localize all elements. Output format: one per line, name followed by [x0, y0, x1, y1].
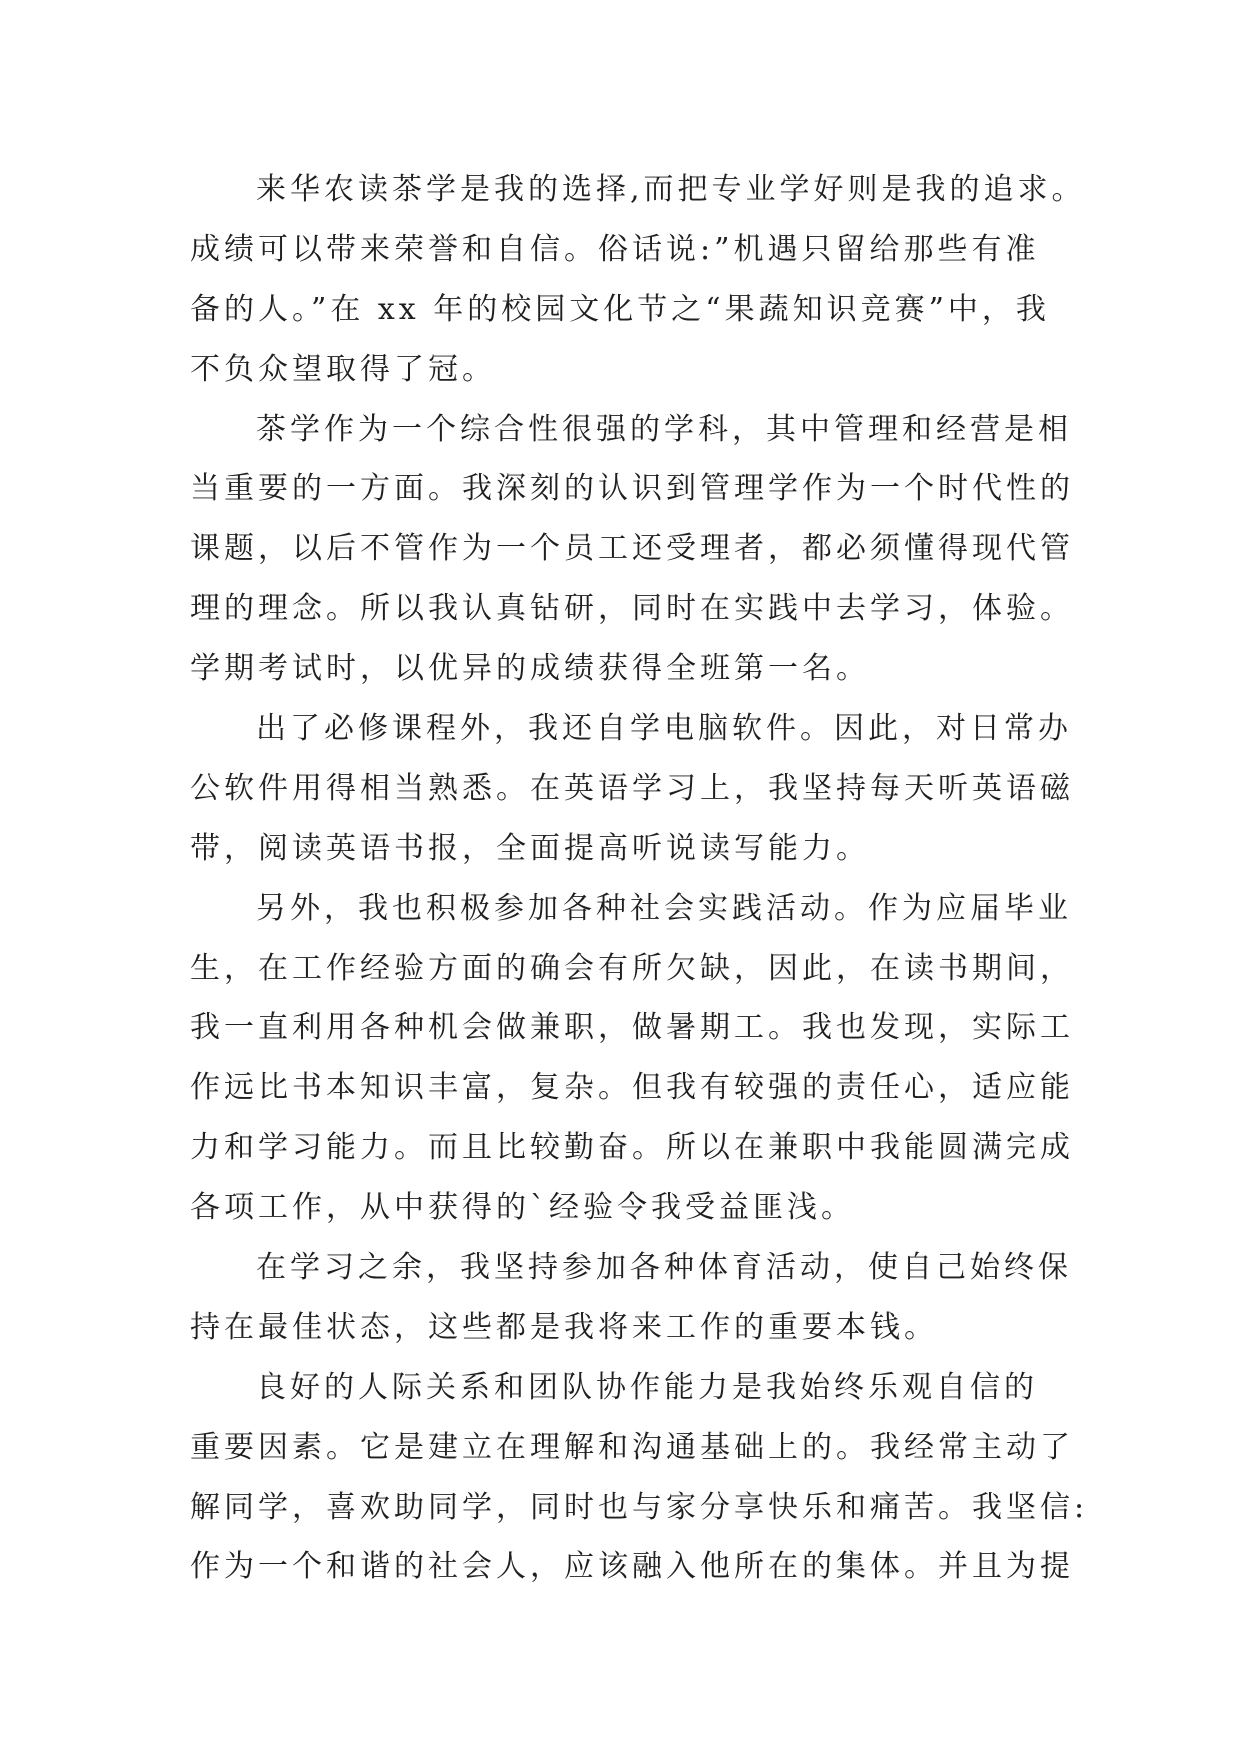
body-text [190, 160, 1090, 1597]
text-line: 备的人。”在 xx 年的校园文化节之“果蔬知识竞赛”中，我 [190, 291, 1050, 327]
text-line: 当重要的一方面。我深刻的认识到管理学作为一个时代性的 [190, 471, 1074, 507]
text-line: 学期考试时，以优异的成绩获得全班第一名。 [190, 651, 870, 687]
text-line: 茶学作为一个综合性很强的学科，其中管理和经营是相 [256, 411, 1072, 447]
text-line: 解同学，喜欢助同学，同时也与家分享快乐和痛苦。我坚信: [190, 1489, 1089, 1525]
text-line: 力和学习能力。而且比较勤奋。所以在兼职中我能圆满完成 [190, 1130, 1074, 1166]
text-line: 生，在工作经验方面的确会有所欠缺，因此，在读书期间， [190, 950, 1074, 986]
text-line: 在学习之余，我坚持参加各种体育活动，使自己始终保 [256, 1250, 1072, 1286]
text-line: 良好的人际关系和团队协作能力是我始终乐观自信的 [256, 1369, 1038, 1405]
text-line: 不负众望取得了冠。 [190, 351, 496, 387]
text-line: 作为一个和谐的社会人，应该融入他所在的集体。并且为提 [190, 1549, 1074, 1585]
text-line: 成绩可以带来荣誉和自信。俗话说:”机遇只留给那些有准 [190, 231, 1040, 267]
text-line: 另外，我也积极参加各种社会实践活动。作为应届毕业 [256, 890, 1072, 926]
text-line: 各项工作，从中获得的`经验令我受益匪浅。 [190, 1190, 855, 1226]
text-line: 我一直利用各种机会做兼职，做暑期工。我也发现，实际工 [190, 1010, 1074, 1046]
text-line: 带，阅读英语书报，全面提高听说读写能力。 [190, 830, 870, 866]
text-line: 重要因素。它是建立在理解和沟通基础上的。我经常主动了 [190, 1429, 1074, 1465]
text-line: 理的理念。所以我认真钻研，同时在实践中去学习，体验。 [190, 591, 1074, 627]
text-line: 课题，以后不管作为一个员工还受理者，都必须懂得现代管 [190, 531, 1074, 567]
text-line: 出了必修课程外，我还自学电脑软件。因此，对日常办 [256, 711, 1072, 747]
text-line: 作远比书本知识丰富，复杂。但我有较强的责任心，适应能 [190, 1070, 1074, 1106]
text-line: 公软件用得相当熟悉。在英语学习上，我坚持每天听英语磁 [190, 770, 1074, 806]
text-line: 来华农读茶学是我的选择,而把专业学好则是我的追求。 [256, 172, 1086, 207]
text-line: 持在最佳状态，这些都是我将来工作的重要本钱。 [190, 1309, 938, 1345]
